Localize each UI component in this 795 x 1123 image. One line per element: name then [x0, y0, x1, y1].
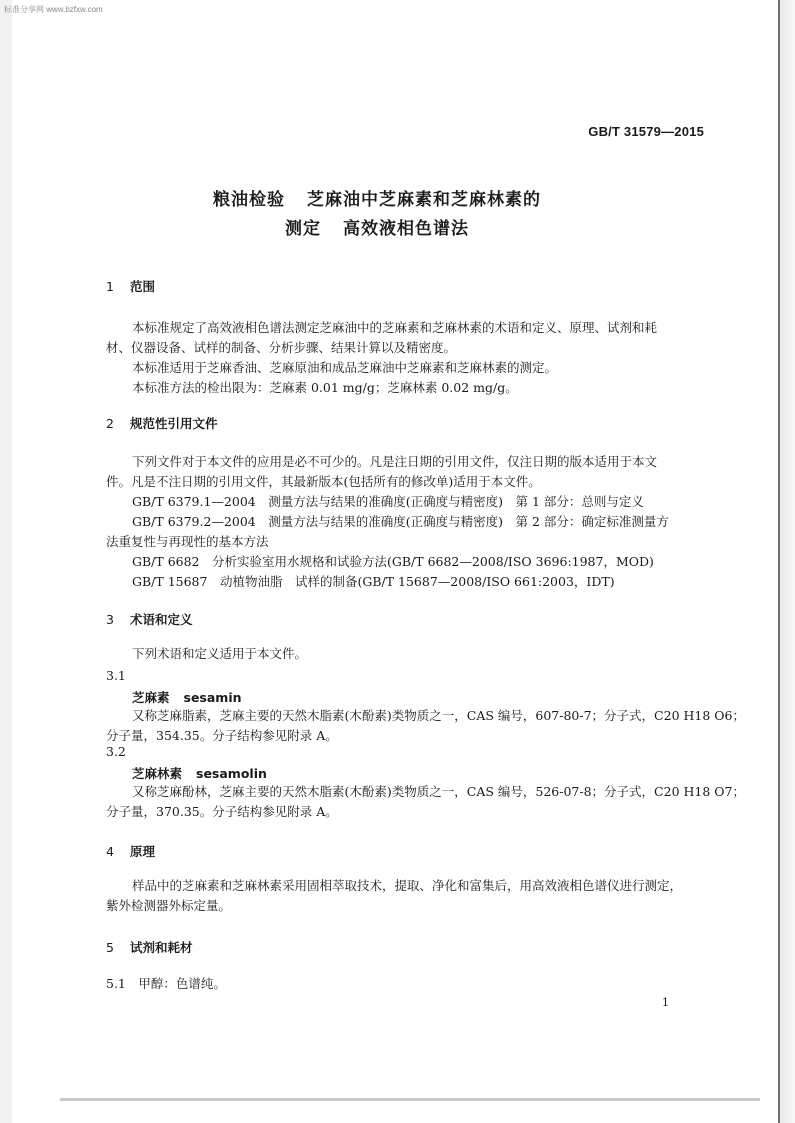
term-definition	[106, 782, 745, 822]
scan-edge-right	[778, 0, 795, 1123]
text-line: 又称芝麻酚林，芝麻主要的天然木脂素(木酚素)类物质之一，CAS 编号，526-07-8；分子式，C20 H18 O7；	[132, 784, 745, 799]
title-line-1	[42, 185, 712, 210]
section-4-heading: 4 原理	[106, 844, 156, 859]
text-line: 分子量，354.35。分子结构参见附录 A。	[106, 728, 338, 743]
text-line: 材、仪器设备、试样的制备、分析步骤、结果计算以及精密度。	[106, 340, 457, 355]
clause-number: 3.2	[106, 744, 126, 759]
text-line: 本标准规定了高效液相色谱法测定芝麻油中的芝麻素和芝麻林素的术语和定义、原理、试剂和耗	[132, 320, 658, 335]
title-part: 测定	[285, 219, 321, 239]
term-heading: 芝麻林素 sesamolin	[132, 766, 267, 781]
text-line: 法重复性与再现性的基本方法	[106, 534, 269, 549]
reference-entry: GB/T 6682 分析实验室用水规格和试验方法(GB/T 6682—2008/ISO 3696:1987，MOD)	[132, 554, 654, 569]
reference-entry: GB/T 6379.1—2004 测量方法与结果的准确度(正确度与精密度) 第 1 部分：总则与定义	[132, 494, 644, 509]
text-line: 分子量，370.35。分子结构参见附录 A。	[106, 804, 338, 819]
reference-entry: GB/T 15687 动植物油脂 试样的制备(GB/T 15687—2008/ISO 661:2003，IDT)	[132, 574, 615, 589]
section-2-heading: 2 规范性引用文件	[106, 416, 218, 431]
section-5-body	[106, 974, 726, 994]
title-part: 高效液相色谱法	[343, 219, 469, 239]
term-heading: 芝麻素 sesamin	[132, 690, 242, 705]
title-part: 芝麻油中芝麻素和芝麻林素的	[307, 190, 541, 210]
text-line: 下列文件对于本文件的应用是必不可少的。凡是注日期的引用文件，仅注日期的版本适用于本文	[132, 454, 658, 469]
section-2-body	[106, 452, 726, 592]
reference-entry: GB/T 6379.2—2004 测量方法与结果的准确度(正确度与精密度) 第 2 部分：确定标准测量方	[132, 514, 669, 529]
text-line: 紫外检测器外标定量。	[106, 898, 232, 913]
text-line: 又称芝麻脂素，芝麻主要的天然木脂素(木酚素)类物质之一，CAS 编号，607-80-7；分子式，C20 H18 O6；	[132, 708, 745, 723]
section-5-heading: 5 试剂和耗材	[106, 940, 193, 955]
section-3-intro	[106, 644, 726, 664]
text-line: 下列术语和定义适用于本文件。	[132, 646, 308, 661]
scan-edge-left	[0, 0, 12, 1123]
clause-number: 3.1	[106, 668, 126, 683]
text-line: 样品中的芝麻素和芝麻林素采用固相萃取技术，提取、净化和富集后，用高效液相色谱仪进行测定，	[132, 878, 683, 893]
watermark: 标准分享网 www.bzfxw.com	[4, 5, 103, 14]
list-item: 5.1 甲醇：色谱纯。	[106, 976, 226, 991]
term-definition	[106, 706, 745, 746]
text-line: 本标准适用于芝麻香油、芝麻原油和成品芝麻油中芝麻素和芝麻林素的测定。	[132, 360, 558, 375]
text-line: 件。凡是不注日期的引用文件，其最新版本(包括所有的修改单)适用于本文件。	[106, 474, 541, 489]
section-4-body	[106, 876, 726, 916]
title-line-2	[42, 214, 712, 239]
section-1-heading: 1 范围	[106, 279, 156, 294]
title-part: 粮油检验	[213, 190, 285, 210]
section-3-heading: 3 术语和定义	[106, 612, 193, 627]
text-line: 本标准方法的检出限为：芝麻素 0.01 mg/g；芝麻林素 0.02 mg/g。	[132, 380, 518, 395]
standard-code: GB/T 31579—2015	[588, 124, 704, 139]
document-page	[42, 0, 772, 1123]
page-number: 1	[662, 996, 669, 1009]
section-1-body	[106, 318, 726, 398]
